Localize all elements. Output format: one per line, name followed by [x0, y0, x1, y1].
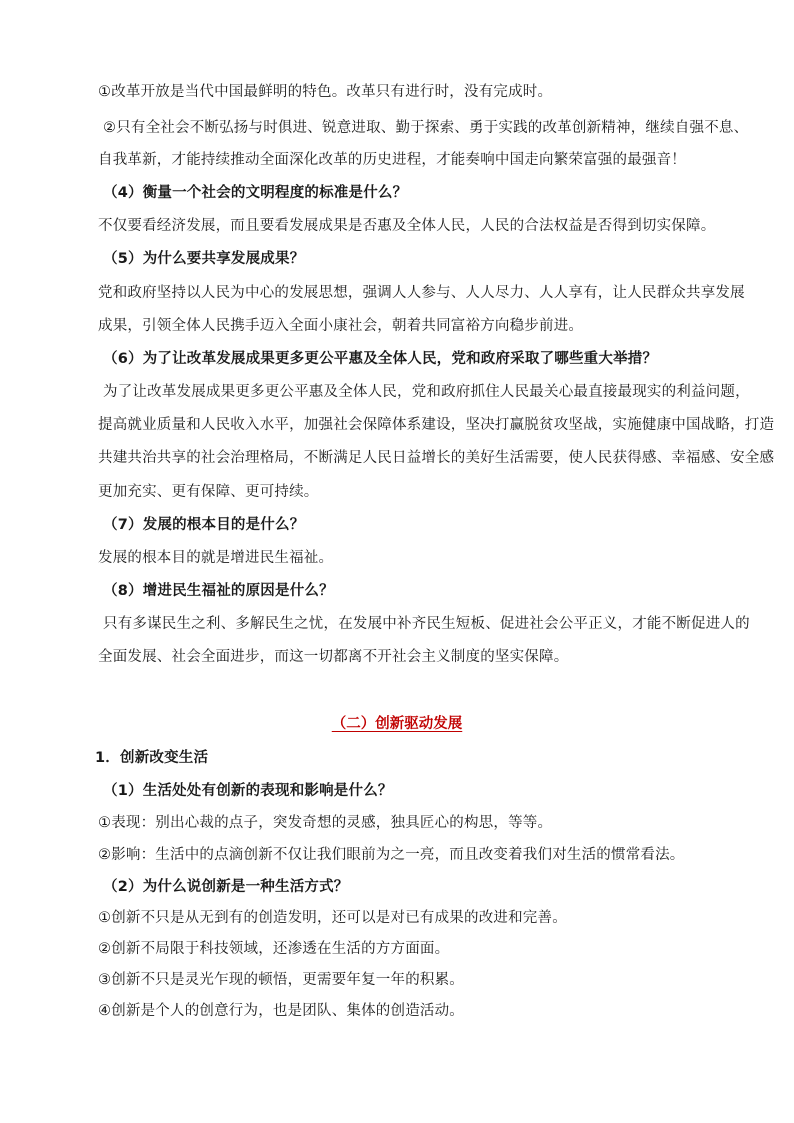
paragraph-line: ①改革开放是当代中国最鲜明的特色。改革只有进行时，没有完成时。 — [98, 84, 553, 100]
section-title-text: （二）创新驱动发展 — [331, 716, 463, 732]
question-heading: （5）为什么要共享发展成果？ — [103, 251, 305, 267]
question-heading: （6）为了让改革发展成果更多更公平惠及全体人民，党和政府采取了哪些重大举措？ — [103, 351, 658, 367]
paragraph-line: ②影响：生活中的点滴创新不仅让我们眼前为之一亮，而且改变着我们对生活的惯常看法。 — [98, 847, 685, 863]
question-heading: （2）为什么说创新是一种生活方式？ — [103, 879, 349, 895]
question-heading: （4）衡量一个社会的文明程度的标准是什么？ — [103, 185, 408, 201]
paragraph-line: 成果，引领全体人民携手迈入全面小康社会，朝着共同富裕方向稳步前进。 — [98, 318, 584, 334]
question-heading: （7）发展的根本目的是什么？ — [103, 517, 305, 533]
paragraph-line: ①表现：别出心裁的点子，突发奇想的灵感，独具匠心的构思，等等。 — [98, 815, 553, 831]
paragraph-line: 不仅要看经济发展，而且要看发展成果是否惠及全体人民，人民的合法权益是否得到切实保障。 — [98, 218, 716, 234]
section-title — [0, 714, 794, 734]
paragraph-line: ①创新不只是从无到有的创造发明，还可以是对已有成果的改进和完善。 — [98, 910, 567, 926]
paragraph-line: 为了让改革发展成果更多更公平惠及全体人民，党和政府抓住人民最关心最直接最现实的利益问题， — [103, 384, 750, 400]
paragraph-line: 提高就业质量和人民收入水平，加强社会保障体系建设，坚决打赢脱贫攻坚战，实施健康中国战略，打造 — [98, 417, 775, 433]
paragraph-line: 更加充实、更有保障、更可持续。 — [98, 484, 319, 500]
paragraph-line: 共建共治共享的社会治理格局，不断满足人民日益增长的美好生活需要，使人民获得感、幸福感、安全感 — [98, 450, 775, 466]
paragraph-line: 全面发展、社会全面进步，而这一切都离不开社会主义制度的坚实保障。 — [98, 649, 569, 665]
paragraph-line: 只有多谋民生之利、多解民生之忧，在发展中补齐民生短板、促进社会公平正义，才能不断促进人的 — [103, 616, 750, 632]
paragraph-line: ④创新是个人的创意行为，也是团队、集体的创造活动。 — [98, 1003, 464, 1019]
question-heading: （8）增进民生福祉的原因是什么？ — [103, 583, 334, 599]
paragraph-line: 党和政府坚持以人民为中心的发展思想，强调人人参与、人人尽力、人人享有，让人民群众共享发展 — [98, 285, 745, 301]
paragraph-line: ③创新不只是灵光乍现的顿悟，更需要年复一年的积累。 — [98, 972, 464, 988]
subsection-heading: 1．创新改变生活 — [95, 750, 209, 766]
paragraph-line: 自我革新，才能持续推动全面深化改革的历史进程，才能奏响中国走向繁荣富强的最强音！ — [98, 152, 686, 168]
paragraph-line: ②只有全社会不断弘扬与时俱进、锐意进取、勤于探索、勇于实践的改革创新精神，继续自强不息、 — [103, 120, 749, 136]
paragraph-line: ②创新不局限于科技领域，还渗透在生活的方方面面。 — [98, 941, 450, 957]
paragraph-line: 发展的根本目的就是增进民生福祉。 — [98, 550, 334, 566]
question-heading: （1）生活处处有创新的表现和影响是什么？ — [103, 783, 393, 799]
